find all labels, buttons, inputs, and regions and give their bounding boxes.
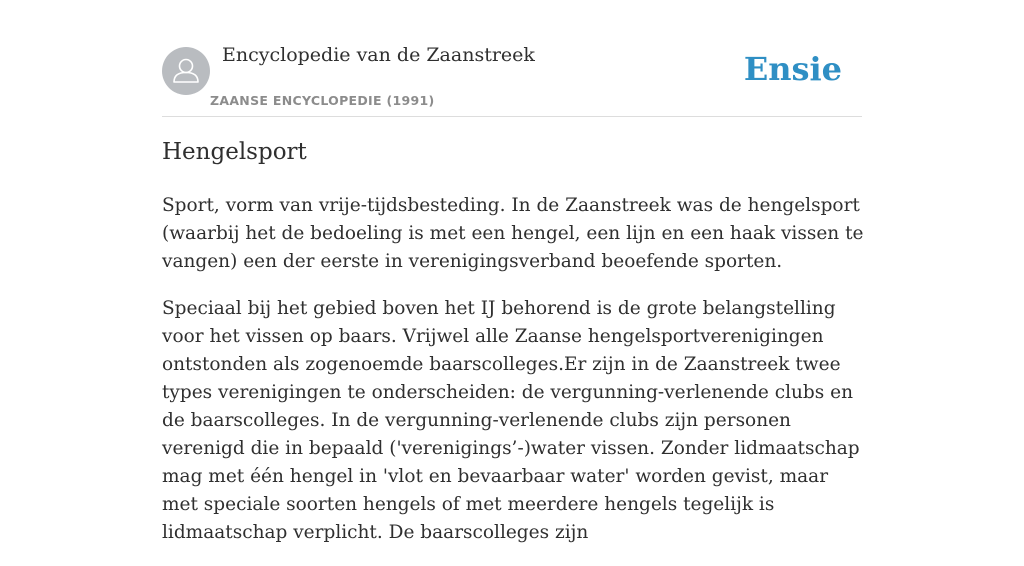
source-avatar[interactable] (162, 47, 210, 95)
article-body (162, 192, 864, 566)
source-header (162, 0, 862, 117)
ensie-logo-link[interactable]: Ensie (743, 50, 842, 88)
article-paragraph: Speciaal bij het gebied boven het IJ behorend is de grote belangstelling voor het vissen op baars. Vrijwel alle Zaanse hengelsportverenigingen ontstonden als zogenoemde baarscolleges.Er zijn in de Zaanstreek twee types verenigingen te onderscheiden: de vergunning-verlenende clubs en de baarscolleges. In de vergunning-verlenende clubs zijn personen verenigd die in bepaald ('verenigings’-)water vissen. Zonder lidmaatschap mag met één hengel in 'vlot en bevaarbaar water' worden gevist, maar met speciale soorten hengels of met meerdere hengels tegelijk is lidmaatschap verplicht. De baarscolleges zijn (162, 298, 860, 543)
source-subtitle: ZAANSE ENCYCLOPEDIE (1991) (210, 93, 435, 108)
source-title[interactable]: Encyclopedie van de Zaanstreek (222, 44, 535, 66)
article-title: Hengelsport (162, 139, 307, 165)
user-silhouette-icon (162, 47, 210, 95)
article-paragraph: Sport, vorm van vrije-tijdsbesteding. In de Zaanstreek was de hengelsport (waarbij het de bedoeling is met een hengel, een lijn en een haak vissen te vangen) een der eerste in verenigingsverband beoefende sporten. (162, 195, 864, 272)
